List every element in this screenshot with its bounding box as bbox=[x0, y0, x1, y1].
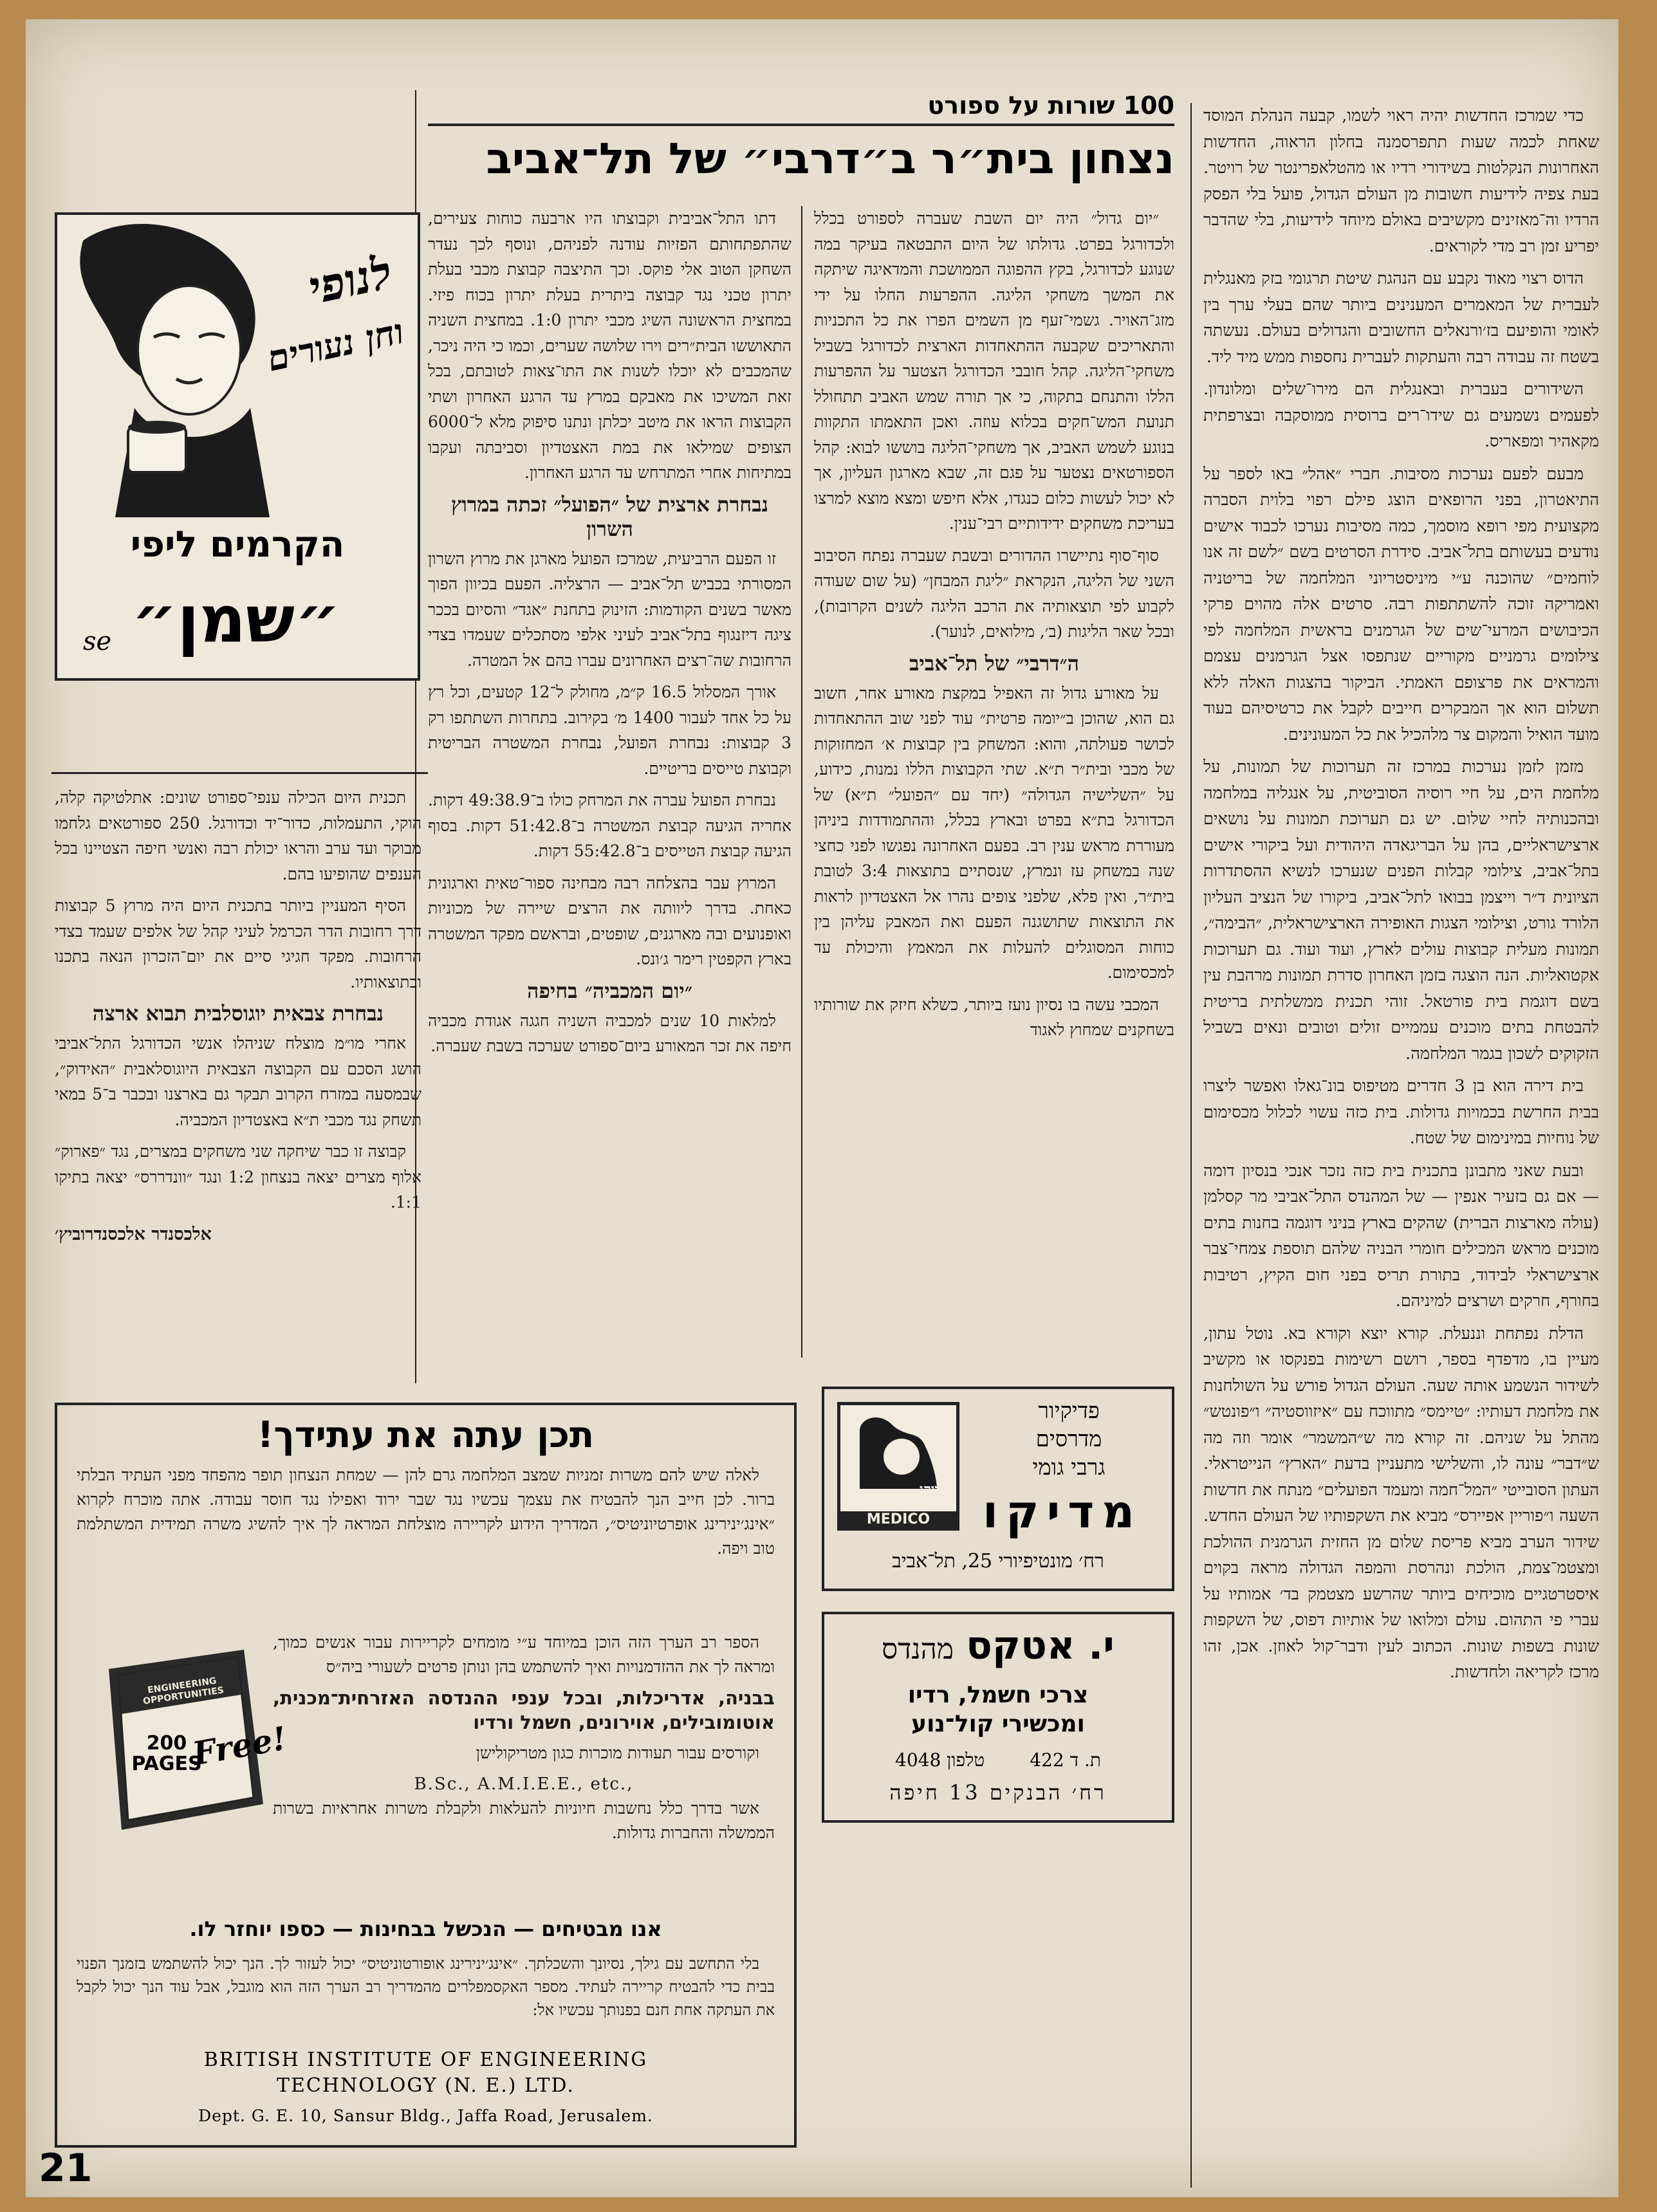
news-center-paragraph: הדוס רצוי מאוד נקבע עם הנהגת שיטת תרגומי בזק מאנגלית לעברית של המאמרים המענינים ביותר שהם בעלי ערך בין לאומי והופיעם בז׳ורנאלים החשובים והגדולים בעולם. נעשתה בשטח זה עבודה רבה והעתקות לעברית נחספות ממש מיד ליד. bbox=[1203, 269, 1599, 367]
institute-ad-body-3 bbox=[77, 1952, 775, 2028]
medico-address: רח׳ מונטיפיורי 25, תל־אביב bbox=[892, 1550, 1104, 1572]
newspaper-page bbox=[26, 19, 1618, 2197]
column-divider bbox=[801, 206, 802, 1358]
article-paragraph: דתו התל־אביבית וקבוצתו היו ארבעה כוחות צעירים, שהתפתחותם הפזיות עודנה לפניהם, ונוסף לכך נעדר השחקן הטוב אלי פוקס. וכך התיצבה קבוצת מכבי בעלת יתרון טכני נגד קבוצה ביתרית בעלת יתרון בכוח פיזי. במחצית הראשונה השיג מכבי יתרון 1:0. במחצית השניה התאוששו הבית״רים וירו שלושה שערים, וכמו כי היה ניכר, שהמכבים לא יוכלו לשנות את התו־צאות לטובתם, בכל זאת המשיכו את מאבקם במרץ עד הרגע האחרון ושתי הקבוצות הראו את מיטב יכלתן ונתנו סיפוק מלא ל־6000 הצופים שמילאו את במת האצטדיון וסביבתה ועקבו במתיחות אחרי המתרחש עד הרגע האחרון. bbox=[428, 209, 791, 482]
atkes-line-2: ומכשירי קול־נוע bbox=[911, 1711, 1085, 1737]
article-paragraph: זו הפעם הרביעית, שמרכז הפועל מארגן את מרוץ השרון המסורתי בכביש תל־אביב — הרצליה. הפעם בכיוון הפוך מאשר בשנים הקודמות: הזינוק בתחנת ״אגד״ והסיום בככר ציגה דיזנגוף בתל־אביב לעיני אלפי מסתכלים שעמדו בצדי הרחובות שה־רצים האחרונים עברו בהם אל המטרה. bbox=[428, 549, 791, 670]
shemen-mark: se bbox=[83, 627, 112, 656]
medico-logo bbox=[837, 1402, 959, 1531]
atkes-title: מהנדס bbox=[882, 1633, 954, 1666]
engineering-institute-ad bbox=[55, 1403, 797, 2148]
news-center-paragraph: כדי שמרכז החדשות יהיה ראוי לשמו, קבעה הנהלת המוסד שאחת לכמה שעות תתפרסמנה בחלון הראוה, החדשות האחרונות הנקלטות בשידורי רדיו או מהטלאפרינטר של רויטר. בעת צפיה לידיעות חשובות מן העולם הגדול, פועל בלי הפסק הרדיו וה־מאזינים מקשיבים באולם מיוחד לידיעות, בלי שהדבר יפריע זמן רב מדי לקוראים. bbox=[1203, 106, 1599, 256]
institute-ad-body-2 bbox=[273, 1630, 775, 1852]
news-center-paragraph: בית דירה הוא בן 3 חדרים מטיפוס בונ־גאלו ואפשר ליצרו בבית החרשת בכמויות גדולות. בית כזה עשוי לכלול מכסימום של נוחיות במינימום של שטח. bbox=[1203, 1076, 1599, 1148]
article-paragraph: ״יום גדול״ היה יום השבת שעברה לספורט בכלל ולכדורגל בפרט. גדולתו של היום התבטאה בעיקר במה שנוגע לכדורגל, בקץ ההפוגה הממושכת והמדאיגה שיתקה את המשך משחקי הליגה. ההפרעות החלו על ידי מזג־האויר. גשמי־זעף מן השמים הפרו את כל התכניות והתאריכים שקבעה ההתאחדות הארצית לכדורגל בשביל משחקי־הליגה. קהל חובבי הכדורגל הצטער על ההפרעות הללו והתנחם בתקוה, כי אך תורה שמש האביב תתחולל תנועת המש־חקים בכלוא עוזה. ואכן התאמתו התקוות בנוגע לשמש האביב, אך משחקי־הליגה בוששו לבוא: קהל הספורטאים נצטער על פגם זה, שבא מארגון העליון, אך לא יכול לעשות כלום כנגדו, אלא חיפש ומצא מוצא למרצו בעריכת משחקים ידידותיים רבי־ענין. bbox=[814, 209, 1174, 533]
institute-name-1: BRITISH INSTITUTE OF ENGINEERING bbox=[203, 2049, 648, 2071]
institute-ad-title: תכן עתה את עתידך! bbox=[257, 1414, 595, 1456]
institute-paragraph: לאלה שיש להם משרות זמניות שמצב המלחמה גרם להן — שמחת הנצחון תופר מהפחד מפני העתיד הבלתי ברור. לכן חייב הנך להבטיח את עצמך עכשיו נגד שבר ירוד ואפילו נגד חוסר עבודה. אתה מוכרח לקרוא ״אינג׳ינירינג אופרטיוניטיס״, המדריך הידוע לקריירה מוצלחת המראה לך איך להשיג משרה תמידית המשתלמת טוב ויפה. bbox=[77, 1466, 775, 1558]
atkes-name: י. אטקס bbox=[966, 1623, 1115, 1668]
institute-ad-body bbox=[77, 1463, 775, 1567]
shemen-cream-ad bbox=[55, 212, 420, 681]
news-center-paragraph: השידורים בעברית ובאנגלית הם מירו־שלים ומלונדון. לפעמים נשמעים גם שידו־רים ברוסית ממוסקבה ובצרפתית מקאהיר ומפאריס. bbox=[1203, 380, 1599, 451]
article-headline: נצחון בית״ר ב״דרבי״ של תל־אביב bbox=[486, 134, 1174, 183]
atkes-name-row bbox=[824, 1623, 1172, 1668]
article-paragraph: סוף־סוף נתיישרו ההדורים ובשבת שעברה נפתח הסיבוב השני של הליגה, הנקראת ״ליגת המבחן״ (על שום שעודה לקבוע לפי תוצאותיה את הרכב הליגה לשנים הקרובות), ובכל שאר הליגות (ב׳, מילואים, לנוער). bbox=[814, 546, 1174, 641]
guide-book-illustration bbox=[96, 1643, 290, 1836]
article-paragraph: אורך המסלול 16.5 ק״מ, מחולק ל־12 קטעים, וכל רץ על כל אחד לעבור 1400 מ׳ בקירוב. בתחרות השתתפו רק 3 קבוצות: נבחרת הפועל, נבחרת המשטרה הבריטית וקבוצת טייסים בריטיים. bbox=[428, 683, 791, 778]
institute-paragraph: אשר בדרך כלל נחשבות חיוניות להעלאות ולקבלת משרות אחראיות בשרות הממשלה והחברות גדולות. bbox=[273, 1799, 775, 1842]
ad-label: הקרמים ליפי bbox=[130, 524, 345, 566]
article-column-a bbox=[814, 206, 1174, 1358]
medico-line-1: פדיקיור bbox=[1038, 1398, 1100, 1424]
institute-degrees: B.Sc., A.M.I.E.E., etc., bbox=[414, 1774, 634, 1794]
medico-logo-he: מדיקו bbox=[920, 1481, 950, 1498]
news-center-column bbox=[1203, 103, 1599, 2181]
medico-ad bbox=[822, 1387, 1174, 1591]
atkes-line-1: צרכי חשמל, רדיו bbox=[907, 1682, 1089, 1708]
article-column-b bbox=[428, 206, 791, 1383]
section-kicker: 100 שורות על ספורט bbox=[428, 91, 1174, 126]
book-title: ENGINEERING OPPORTUNITIES bbox=[142, 1675, 225, 1707]
atkes-engineer-ad bbox=[822, 1612, 1174, 1823]
institute-name-2: TECHNOLOGY (N. E.) LTD. bbox=[277, 2074, 575, 2097]
column-divider bbox=[1190, 103, 1192, 2188]
atkes-address: רח׳ הבנקים 13 חיפה bbox=[889, 1780, 1107, 1805]
article-paragraph: המרוץ עבר בהצלחה רבה מבחינה ספור־טאית וארגונית כאחת. בדרך ליוותה את הרצים שיירה של מכוניות ואופנועים ובה מארגנים, שופטים, ובראשם מפקד המשטרה בארץ הקפטין רימר ג׳ונס. bbox=[428, 873, 791, 968]
money-back-guarantee: אנו מבטיחים — הנכשל בבחינות — כספו יוחזר לו. bbox=[189, 1917, 662, 1941]
atkes-pobox: ת. ד 422 bbox=[1030, 1749, 1101, 1771]
institute-fields: בבניה, אדריכלות, ובכל ענפי ההנדסה האזרחית־מכנית, אוטומובילים, אוירונים, חשמל ורדיו bbox=[273, 1687, 775, 1733]
medico-brand: מדיקו bbox=[983, 1486, 1142, 1538]
news-center-paragraph: מזמן לזמן נערכות במרכז זה תערוכות של תמונות, על מלחמת הים, על חיי רוסיה הסוביטית, על אנגליה במלחמה ובהכנותיה לחיי שלום. יש גם תערוכת תמונות על נושאים ארצישראליים, בהן על הבריגאדה היהודית ועל ביקורי אישים בתל־אביב, צילומי קבלות הפנים שנערכו לנשיא ההסתדרות הציונית ד״ר וייצמן בבואו לתל־אביב, ביקורו של הנציב העליון הלורד גורט, וצילומי הצגות האופירה הארצישראלית, ״הבימה״, תמונות מעלית קבוצות עולים לארץ, ועוד ועוד. גם תערוכות אקטואליות. הנה הוצגה בזמן האחרון סדרת תמונות מרהבת עין בשם דוגמת בית פורטאל. זוהי תכנית ממשלתית בריטית להבטחת בתים מוכנים עממיים זולים וטובים ונאים בשביל הזקוקים לשכון בגמר המלחמה. bbox=[1203, 757, 1599, 1064]
institute-paragraph: הספר רב הערך הזה הוכן במיוחד ע״י מומחים לקריירות עבור אנשים כמוך, ומראה לך את ההזדמנויות ואיך להשתמש בהן ונותן פרטים לשעורי ביה״ס bbox=[273, 1633, 775, 1676]
news-center-paragraph: הדלת נפתחת וננעלת. קורא יוצא וקורא בא. נוטל עתון, מעיין בו, מדפדף בספר, רושם רשימות בפנקסו או מקשיב לשידור הנשמע אותה שעה. העולם הגדול פורש על השולחנות את מלחמת דעותיו: ״טיימס״ מתווכח עם ״איזווסטיה״ ו״פונטש״ מהתל על שניהם. זה קורא מה ש״המשמר״ אומר וזה מה ש״דבר״ עונה לו, והשלישי מתעניין בדעת ״הארץ״ הנייטראלי. העתון הסובייטי ״המל־חמה ומעמד הפועלים״ מנתח את חדשות השעה ו״פוריין אפיירס״ מביא את השקפותיו של העולם החדש. שידור הערב מביא פריסת שלום מן החזית הגרמנית ההולכת ומצטמ־צמת, הולכת ונהרסת והמפה הגדולה מראה בקוים איסטרטגיים מוכיחים ביותר שהרשע מצטמק בד׳ אמותיו על עברי פי התהום. עולם ומלואו של אותיות דפוס, של השקפות שונות בשפות שונות. הכתוב לעין ודבר־קול לאוזן. אכן, זהו מרכז לקריאה ולחדשות. bbox=[1203, 1323, 1599, 1682]
institute-paragraph: בלי התחשב עם גילך, נסיונך והשכלתך. ״אינג׳ינירינג אופורטוניטיס״ יכול לעזור לך. הנך יכול להשתמש בזמנך הפנוי בבית כדי להבטיח קריירה לעתיד. מספר האקסמפלרים מהמדריך רב הערך הזה הוא מוגבל, אבל עוד הנך יכול לקבל את העתקה אחת חנם בפנותך עכשיו אל: bbox=[77, 1955, 775, 2019]
shemen-brand: ״שמן״ bbox=[131, 582, 340, 657]
medico-line-2: מדרסים bbox=[1035, 1426, 1102, 1452]
ad-script-line-1: לנופי bbox=[303, 245, 397, 315]
medico-line-3: גרבי גומי bbox=[1032, 1455, 1106, 1480]
institute-address: Dept. G. E. 10, Sansur Bldg., Jaffa Road, Jerusalem. bbox=[198, 2106, 653, 2125]
ad-script-line-2: וחן נעורים bbox=[264, 310, 408, 380]
article-paragraph: הסיף המעניין ביותר בתכנית היום היה מרוץ 5 קבוצות דרך רחובות הדר הכרמל לעיני קהל של אלפים שעמד בצדי הרחובות. מפקד חגיגי סיים את יום־הזכרון הנאה בתכנו ובתוצאותיו. bbox=[55, 896, 421, 991]
article-column-c bbox=[55, 785, 421, 1390]
book-free: Free! bbox=[189, 1719, 290, 1773]
article-paragraph: תכנית היום הכילה ענפי־ספורט שונים: אתלטיקה קלה, הוקי, התעמלות, כדור־יד וכדורגל. 250 ספורטאים גלחמו מבוקר ועד ערב והראו יכולת רבה ואנשי חיפה הצטיינו בכל הענפים שהופיעו בהם. bbox=[55, 788, 421, 883]
article-paragraph: אחרי מו״מ מוצלח שניהלו אנשי הכדורגל התל־אביבי הושג הסכם עם הקבוצה הצבאית היוגוסלאבית ״האידוק״, שבמסעה במזרח הקרוב תבקר גם בארצנו ובכבר ב־5 במאי תשחק נגד מכבי ת״א באצטדיון המכביה. bbox=[55, 1034, 421, 1129]
article-paragraph: על מאורע גדול זה האפיל במקצת מאורע אחר, חשוב גם הוא, שהוכן ב״יומה פרטית״ עוד לפני שוב ההתאחדות לכושר פעולתה, והוא: המשחק בין קבוצות א׳ המחזוקות של מכבי ובית״ר ת״א. שתי הקבוצות הללו נמנות, כידוע, על ״השלישיה הגדולה״ (יחד עם ״הפועל״ ת״א) של הכדורגל בת״א בפרט ובארץ בכלל, וההתמודדות ביניהן מעוררת מראש ענין רב. בפעם האחרונה נפגשו לפני כחצי שנה במשחק עז ונמרץ, שנסתיים בתוצאות 3:4 לטובת בית״ר, ואין פלא, שלפני צופים נהרו אל האצטדיון לראות את התוצאות שתושגנה הפעם ואת המאבק עליהן בין כוחות המסוגלים להעלות את המאמץ והיכולת עד למכסימום. bbox=[814, 683, 1175, 982]
subheading-yugoslav: נבחרת צבאית יוגוסלבית תבוא ארצה bbox=[92, 1001, 384, 1026]
article-paragraph: המכבי עשה בו נסיון נועז ביותר, כשלא חיזק את שורותיו בשחקנים שמחוץ לאגוד bbox=[814, 995, 1174, 1039]
subheading-hapoel: נבחרת ארצית של ״הפועל״ זכתה במרוץ השרון bbox=[450, 492, 769, 541]
medico-logo-en: MEDICO bbox=[840, 1511, 956, 1527]
horizontal-divider bbox=[51, 772, 428, 774]
byline: אלכסנדר אלכסנדרוביץ׳ bbox=[55, 1224, 212, 1244]
atkes-phone: טלפון 4048 bbox=[895, 1749, 985, 1771]
institute-paragraph: וקורסים עבור תעודות מוכרות כגון מטריקולישן bbox=[476, 1744, 759, 1762]
article-paragraph: קבוצה זו כבר שיחקה שני משחקים במצרים, נגד ״פארוק״ אלוף מצרים יצאה בנצחון 1:2 ונגד ״וונדררס״ יצאה בתיקו 1:1. bbox=[55, 1142, 421, 1212]
book-pages: 200 PAGES bbox=[131, 1732, 202, 1775]
article-paragraph: נבחרת הפועל עברה את המרחק כולו ב־49:38.9 דקות. אחריה הגיעה קבוצת המשטרה ב־51:42.8 דקות. בסוף הגיעה קבוצת הטייסים ב־55:42.8 דקות. bbox=[428, 791, 791, 860]
article-paragraph: למלאות 10 שנים למכביה השניה חגגה אגודת מכביה חיפה את זכר המאורע ביום־ספורט שערכה בשבת שעברה. bbox=[428, 1011, 791, 1055]
news-center-paragraph: מבעם לפעם נערכות מסיבות. חברי ״אהל״ באו לספר על התיאטרון, בפני הרופאים הוצג פילם רפוי בלוית הסברה מקצועית מפי רופא מוסמך, כמה מסיבות נערכו לכבוד אישים נודעים בעשותם בתל־אביב. סידרת הסרטים בשם ״לשם זה אנו לוחמים״ שהוכנה ע״י מיניסטריוני המלחמה של בריטניה ואמריקה זוכה להשתתפות רבה. סרטים אלה מהוים פרקי הכיבושים המרעי־שים של הגרמנים בראשית המלחמה לפי צילומים גרמניים מקוריים שנתפסו אצל הגרמנים עצמם והמראים את פרצופם האמתי. הביקור בהצגות האלה ללא תשלום הוא אך המבקרים חייבים לקבל את כרטיסיהם בעוד מועד הואיל והמקום צר מלהכיל את כל המעונינים. bbox=[1203, 464, 1599, 744]
news-center-paragraph: ובעת שאני מתבונן בתכנית בית כזה נזכר אנכי בנסיון דומה — אם גם בזעיר אנפין — של המהנדס התל־אביבי מר קסלמן (עולה מארצות הברית) שהקים בארץ בניני דוגמה בחנות בתים מוכנים מראש המכילים חומרי הבניה שלהם תוספת צמחי־צבר ארצישראלי לבידוד, בתורת תריס בפני חום הקיץ, רטיבות בחורף, חרקים ושרצים למיניהם. bbox=[1203, 1161, 1599, 1311]
page-number: 21 bbox=[39, 2146, 93, 2191]
subheading-derby: ה״דרבי״ של תל־אביב bbox=[909, 650, 1080, 676]
subheading-maccabia: ״יום המכביה״ בחיפה bbox=[527, 978, 692, 1003]
